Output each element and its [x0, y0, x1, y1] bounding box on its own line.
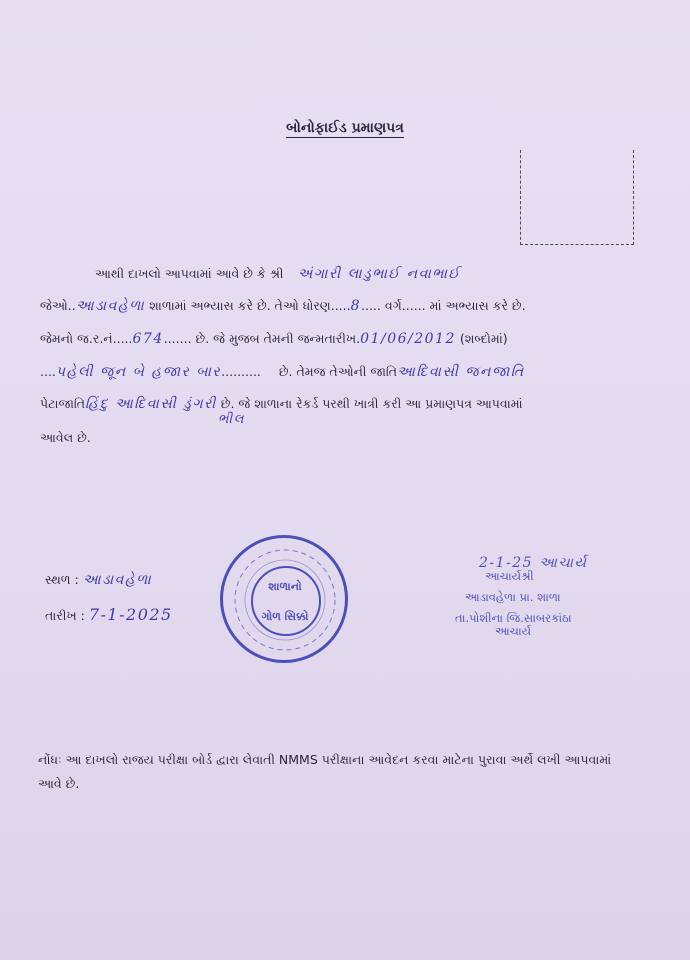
- intro-text: આથી દાખલો આપવામાં આવે છે કે શ્રી: [95, 266, 284, 281]
- seal-text-top: શાળાનો: [268, 580, 302, 593]
- subcaste-extra: ભીલ: [218, 412, 245, 427]
- seal-text-bottom: ગોળ સિક્કો: [261, 610, 309, 623]
- l4-mid: છે. તેમજ તેઓની જાતિ: [278, 364, 398, 379]
- body-line-3: જેમનો જ.ર.નં.....674....... છે. જે મુજબ તેમની જન્મતારીખ.01/06/2012 (શબ્દોમાં): [40, 331, 508, 347]
- signature-block: [455, 555, 635, 639]
- l6-text: આવેલ છે.: [40, 430, 91, 445]
- student-name: અંગારી લાડુભાઈ નવાભાઈ: [297, 266, 461, 282]
- body-line-1: [95, 266, 461, 282]
- title-text: બોનોફાઈડ પ્રમાણપત્ર: [286, 120, 404, 136]
- photo-box: [520, 150, 634, 245]
- l3-prefix: જેમનો જ.ર.નં.: [40, 331, 117, 346]
- signature-role-bottom: આચાર્ય: [495, 624, 532, 638]
- l5-suffix: છે. જે શાળાના રેકર્ડ પરથી ખાત્રી કરી આ પ્રમાણપત્ર આપવામાં: [220, 396, 523, 411]
- subcaste-value: હિંદુ આદિવાસી ડુંગરી: [85, 396, 217, 412]
- l3-mid: છે. જે મુજબ તેમની જન્મતારીખ: [195, 331, 357, 346]
- l2-suffix: માં અભ્યાસ કરે છે.: [429, 298, 526, 313]
- gr-number: 674: [132, 331, 164, 347]
- signature: 2-1-25 આચાર્ય: [479, 555, 588, 571]
- std-value: 8: [350, 298, 362, 314]
- footer-note: નોંધઃ આ દાખલો રાજય પરીક્ષા બોર્ડ દ્વારા લેવાતી NMMS પરીક્ષાના આવેદન કરવા માટેના પુરાવા અર્થે લખી આપવામાં આવે છે.: [38, 752, 612, 791]
- caste-value: આદિવાસી જનજાતિ: [397, 364, 525, 380]
- school-seal: [220, 535, 348, 663]
- date-label: તારીખ :: [45, 608, 85, 623]
- signature-district: તા.પોશીના જિ.સાબરકાંઠા: [455, 611, 572, 625]
- signature-role-top: આચાર્યશ્રી: [485, 569, 534, 583]
- place-label: સ્થળ :: [45, 572, 79, 587]
- l3-suffix: (શબ્દોમાં): [459, 331, 508, 346]
- birth-date: 01/06/2012: [360, 331, 456, 347]
- date-row: [45, 605, 173, 624]
- l2-varg: વર્ગ: [384, 298, 402, 313]
- body-line-5: [40, 396, 523, 412]
- l2-mid: શાળામાં અભ્યાસ કરે છે. તેઓ ધોરણ: [149, 298, 331, 313]
- date-value: 7-1-2025: [88, 605, 173, 624]
- body-line-6: [40, 430, 91, 446]
- seal-inner-ring: [251, 566, 321, 636]
- school-name: આડાવહેળા: [75, 298, 146, 314]
- body-line-4: ....પહેલી જૂન બે હજાર બાર.......... છે. તેમજ તેઓની જાતિઆદિવાસી જનજાતિ: [40, 364, 525, 380]
- birth-date-words: પહેલી જૂન બે હજાર બાર: [55, 364, 222, 380]
- body-line-2: જેઓ..આડાવહેળા શાળામાં અભ્યાસ કરે છે. તેઓ ધોરણ.....8..... વર્ગ...... માં અભ્યાસ કરે છે.: [40, 298, 526, 314]
- certificate-title: [0, 120, 690, 136]
- place-row: [45, 572, 152, 588]
- place-value: આડાવહેળા: [82, 572, 153, 588]
- signature-school: આડાવહેળા પ્રા. શાળા: [465, 590, 561, 604]
- l5-prefix: પેટાજાતિ: [40, 396, 86, 411]
- l2-prefix: જેઓ: [40, 298, 68, 313]
